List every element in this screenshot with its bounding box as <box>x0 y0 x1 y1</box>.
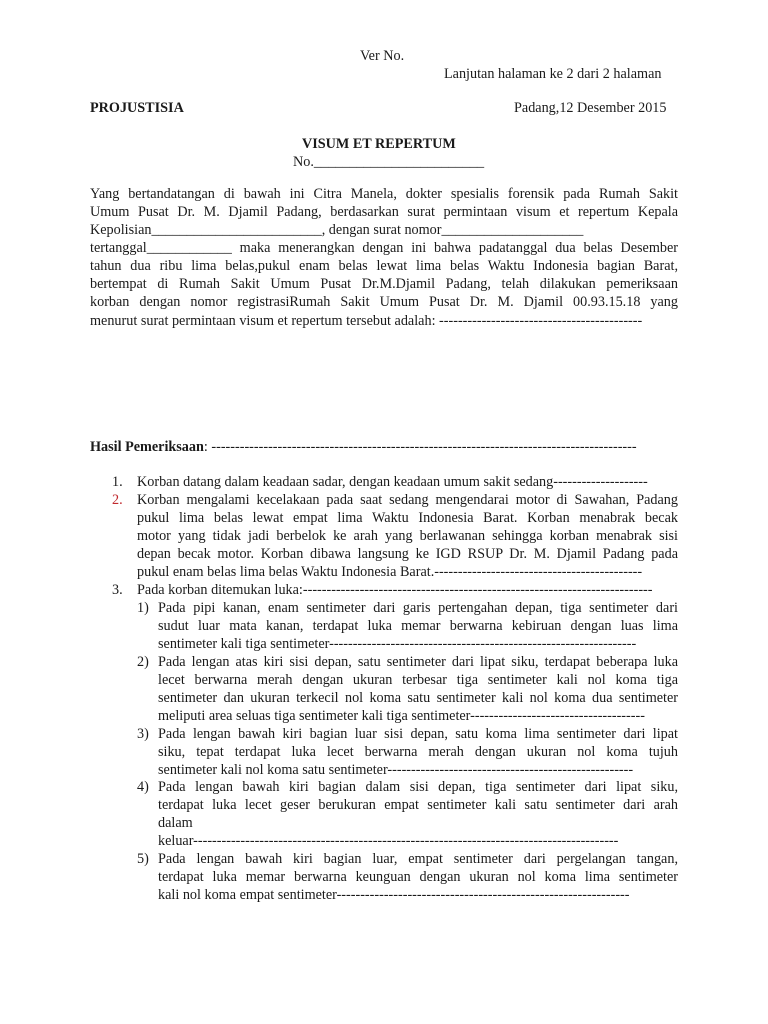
list-item <box>137 474 678 492</box>
intro-line: menurut surat permintaan visum et repertum tersebut adalah: ------------------------------------------- <box>90 313 643 329</box>
ver-no: Ver No. <box>360 48 405 64</box>
list-item <box>137 582 678 600</box>
page-continuation: Lanjutan halaman ke 2 dari 2 halaman <box>444 66 662 82</box>
list-item <box>158 654 678 726</box>
wound-line: meliputi area seluas tiga sentimeter kali tiga sentimeter------------------------------------- <box>158 708 645 724</box>
document-title: VISUM ET REPERTUM <box>302 136 456 152</box>
place-date: Padang,12 Desember 2015 <box>514 100 667 116</box>
intro-line: Yang bertandatangan di bawah ini Citra Manela, dokter spesialis forensik pada Rumah Sakit <box>90 186 678 202</box>
hasil-label: Hasil Pemeriksaan <box>90 439 204 455</box>
wound-number: 5) <box>137 851 149 867</box>
item-line: Korban mengalami kecelakaan pada saat sedang mengendarai motor di Sawahan, Padang <box>137 492 678 508</box>
wound-line: siku, tepat terdapat luka lecet berwarna merah dengan ukuran nol koma tujuh <box>158 744 678 760</box>
wound-line: Pada pipi kanan, enam sentimeter dari garis pertengahan depan, tiga sentimeter dari <box>158 600 678 616</box>
wound-line: Pada lengan bawah kiri bagian luar sisi depan, satu koma lima sentimeter dari lipat <box>158 726 678 742</box>
wound-line: terdapat luka memar berwarna keunguan dengan ukuran nol koma lima sentimeter <box>158 869 678 885</box>
list-item <box>158 726 678 780</box>
list-item <box>158 779 678 851</box>
intro-line: tahun dua ribu lima belas,pukul enam belas lewat lima belas Waktu Indonesia bagian Barat, <box>90 258 678 274</box>
hasil-pemeriksaan-heading <box>90 439 678 457</box>
wound-line: keluar------------------------------------------------------------------------------------------ <box>158 833 619 849</box>
list-item <box>137 492 678 582</box>
intro-line: Umum Pusat Dr. M. Djamil Padang, berdasarkan surat permintaan visum et repertum Kepala <box>90 204 678 220</box>
wound-line: sentimeter dan ukuran terkecil nol koma satu sentimeter kali nol koma dua sentimeter <box>158 690 678 706</box>
wound-number: 3) <box>137 726 149 742</box>
item-line: motor yang tidak jadi berbelok ke arah yang berlawanan sehingga korban menabrak sisi <box>137 528 678 544</box>
wound-line: Pada lengan bawah kiri bagian luar, empat sentimeter dari pergelangan tangan, <box>158 851 678 867</box>
item-number: 1. <box>112 474 123 490</box>
wound-line: sentimeter kali nol koma satu sentimeter---------------------------------------------------- <box>158 762 634 778</box>
wound-line: lecet berwarna merah dengan ukuran terbesar tiga sentimeter kali nol koma tiga <box>158 672 678 688</box>
item-number: 3. <box>112 582 123 598</box>
projustisia-label: PROJUSTISIA <box>90 100 184 116</box>
wound-line: terdapat luka lecet geser berukuran empat sentimeter kali satu sentimeter dari arah <box>158 797 678 813</box>
item-line: Korban datang dalam keadaan sadar, dengan keadaan umum sakit sedang-------------------- <box>137 474 648 490</box>
wound-line: dalam <box>158 815 193 831</box>
wound-number: 1) <box>137 600 149 616</box>
document-number: No.________________________ <box>293 154 485 170</box>
wound-line: sentimeter kali tiga sentimeter----------------------------------------------------------------- <box>158 636 637 652</box>
intro-line: korban dengan nomor registrasiRumah Sakit Umum Pusat Dr. M. Djamil 00.93.15.18 yang <box>90 294 678 310</box>
item-line: pukul enam belas lima belas Waktu Indonesia Barat.-------------------------------------------- <box>137 564 643 580</box>
item-line: Pada korban ditemukan luka:-------------------------------------------------------------------------- <box>137 582 653 598</box>
item-number: 2. <box>112 492 123 508</box>
item-line: depan becak motor. Korban dibawa langsung ke IGD RSUP Dr. M. Djamil Padang pada <box>137 546 678 562</box>
list-item <box>158 851 678 905</box>
item-line: pukul lima belas lewat empat lima Waktu Indonesia Barat. Korban menabrak becak <box>137 510 678 526</box>
intro-line: bertempat di Rumah Sakit Umum Pusat Dr.M.Djamil Padang, telah dilakukan pemeriksaan <box>90 276 678 292</box>
wound-line: Pada lengan bawah kiri bagian dalam sisi depan, tiga sentimeter dari lipat siku, <box>158 779 678 795</box>
intro-line: Kepolisian________________________, dengan surat nomor____________________ <box>90 222 584 238</box>
list-item <box>158 600 678 654</box>
wound-number: 2) <box>137 654 149 670</box>
wound-line: sudut luar mata kanan, terdapat luka memar berwarna kebiruan dengan luas lima <box>158 618 678 634</box>
wound-line: kali nol koma empat sentimeter-------------------------------------------------------------- <box>158 887 630 903</box>
wound-number: 4) <box>137 779 149 795</box>
intro-line: tertanggal____________ maka menerangkan dengan ini bahwa padatanggal dua belas Desember <box>90 240 678 256</box>
wound-line: Pada lengan atas kiri sisi depan, satu sentimeter dari lipat siku, terdapat beberapa luka <box>158 654 678 670</box>
hasil-dashes: : ------------------------------------------------------------------------------------------ <box>203 439 637 455</box>
